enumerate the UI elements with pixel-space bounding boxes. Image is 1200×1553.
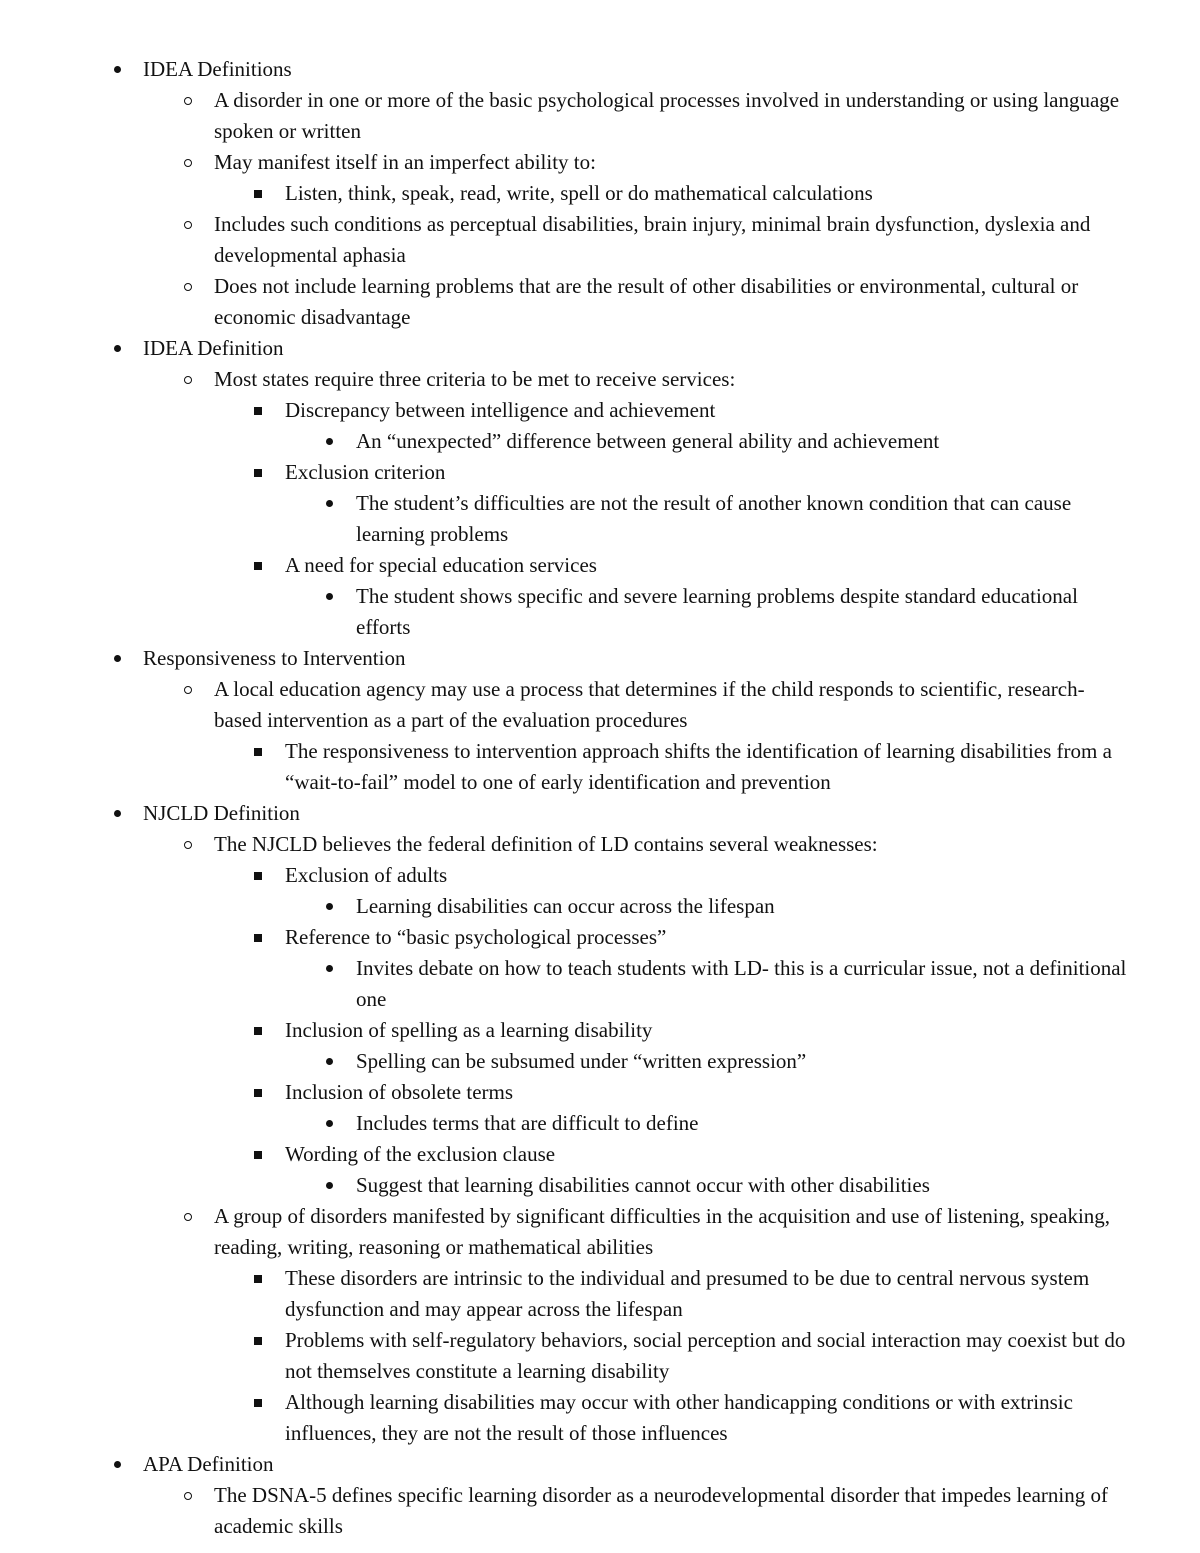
outline-item-level-3 bbox=[0, 1263, 1128, 1325]
bullet-glyph bbox=[326, 1058, 333, 1065]
filled-circle-bullet-icon bbox=[322, 953, 336, 984]
bullet-glyph bbox=[184, 283, 192, 291]
bullet-glyph bbox=[114, 66, 121, 73]
filled-circle-bullet-icon bbox=[322, 1046, 336, 1077]
outline-item-text: A disorder in one or more of the basic psychological processes involved in understanding or using language spoken or written bbox=[214, 88, 1120, 143]
square-bullet-icon bbox=[251, 1139, 265, 1170]
hollow-circle-bullet-icon bbox=[181, 829, 195, 860]
bullet-glyph bbox=[184, 1492, 192, 1500]
bullet-glyph bbox=[254, 1275, 262, 1283]
bullet-glyph bbox=[254, 872, 262, 880]
outline-item-text: Spelling can be subsumed under “written expression” bbox=[356, 1049, 807, 1073]
outline-item-text: Responsiveness to Intervention bbox=[143, 646, 406, 670]
filled-circle-bullet-icon bbox=[110, 54, 124, 85]
bullet-glyph bbox=[254, 1337, 262, 1345]
square-bullet-icon bbox=[251, 736, 265, 767]
outline-item-text: Problems with self-regulatory behaviors, social perception and social interaction may coexist but do not themselves constitute a learning disability bbox=[285, 1328, 1126, 1383]
outline-item-text: These disorders are intrinsic to the individual and presumed to be due to central nervous system dysfunction and may appear across the lifespan bbox=[285, 1266, 1090, 1321]
outline-item-text: Discrepancy between intelligence and achievement bbox=[285, 398, 716, 422]
bulleted-outline bbox=[0, 54, 1200, 1542]
outline-item-text: A group of disorders manifested by significant difficulties in the acquisition and use of listening, speaking, reading, writing, reasoning or mathematical abilities bbox=[214, 1204, 1111, 1259]
outline-item-level-4 bbox=[0, 891, 1128, 922]
bullet-glyph bbox=[114, 655, 121, 662]
outline-item-text: IDEA Definition bbox=[143, 336, 284, 360]
outline-item-text: A need for special education services bbox=[285, 553, 597, 577]
square-bullet-icon bbox=[251, 1325, 265, 1356]
hollow-circle-bullet-icon bbox=[181, 147, 195, 178]
filled-circle-bullet-icon bbox=[322, 1108, 336, 1139]
outline-item-text: Wording of the exclusion clause bbox=[285, 1142, 556, 1166]
outline-item-level-4 bbox=[0, 581, 1128, 643]
hollow-circle-bullet-icon bbox=[181, 271, 195, 302]
filled-circle-bullet-icon bbox=[110, 333, 124, 364]
filled-circle-bullet-icon bbox=[322, 891, 336, 922]
filled-circle-bullet-icon bbox=[322, 488, 336, 519]
outline-item-level-2 bbox=[0, 147, 1128, 178]
hollow-circle-bullet-icon bbox=[181, 209, 195, 240]
square-bullet-icon bbox=[251, 1263, 265, 1294]
bullet-glyph bbox=[254, 748, 262, 756]
outline-item-level-4 bbox=[0, 1170, 1128, 1201]
bullet-glyph bbox=[254, 1089, 262, 1097]
hollow-circle-bullet-icon bbox=[181, 1201, 195, 1232]
bullet-glyph bbox=[114, 345, 121, 352]
bullet-glyph bbox=[254, 1151, 262, 1159]
outline-item-level-3 bbox=[0, 1139, 1128, 1170]
square-bullet-icon bbox=[251, 550, 265, 581]
outline-item-level-2 bbox=[0, 1201, 1128, 1263]
outline-item-level-3 bbox=[0, 922, 1128, 953]
square-bullet-icon bbox=[251, 1387, 265, 1418]
filled-circle-bullet-icon bbox=[322, 426, 336, 457]
outline-item-level-2 bbox=[0, 829, 1128, 860]
outline-item-level-4 bbox=[0, 426, 1128, 457]
hollow-circle-bullet-icon bbox=[181, 364, 195, 395]
outline-item-level-1 bbox=[0, 643, 1128, 674]
outline-item-text: APA Definition bbox=[143, 1452, 274, 1476]
outline-item-text: Reference to “basic psychological processes” bbox=[285, 925, 667, 949]
bullet-glyph bbox=[184, 1213, 192, 1221]
filled-circle-bullet-icon bbox=[110, 798, 124, 829]
outline-item-text: Includes terms that are difficult to define bbox=[356, 1111, 699, 1135]
outline-item-level-3 bbox=[0, 1387, 1128, 1449]
hollow-circle-bullet-icon bbox=[181, 1480, 195, 1511]
hollow-circle-bullet-icon bbox=[181, 674, 195, 705]
bullet-glyph bbox=[326, 1182, 333, 1189]
outline-item-text: Inclusion of obsolete terms bbox=[285, 1080, 514, 1104]
outline-item-level-2 bbox=[0, 85, 1128, 147]
outline-item-level-3 bbox=[0, 1325, 1128, 1387]
outline-item-level-3 bbox=[0, 395, 1128, 426]
outline-item-text: The responsiveness to intervention approach shifts the identification of learning disabilities from a “wait-to-fail” model to one of early identification and prevention bbox=[285, 739, 1112, 794]
bullet-glyph bbox=[254, 562, 262, 570]
outline-item-level-3 bbox=[0, 736, 1128, 798]
outline-item-level-2 bbox=[0, 674, 1128, 736]
outline-item-text: Includes such conditions as perceptual disabilities, brain injury, minimal brain dysfunction, dyslexia and developmental aphasia bbox=[214, 212, 1091, 267]
outline-item-text: Exclusion of adults bbox=[285, 863, 448, 887]
hollow-circle-bullet-icon bbox=[181, 85, 195, 116]
square-bullet-icon bbox=[251, 922, 265, 953]
outline-item-text: May manifest itself in an imperfect ability to: bbox=[214, 150, 596, 174]
outline-item-text: Learning disabilities can occur across the lifespan bbox=[356, 894, 775, 918]
bullet-glyph bbox=[184, 376, 192, 384]
square-bullet-icon bbox=[251, 457, 265, 488]
bullet-glyph bbox=[326, 965, 333, 972]
outline-item-text: The NJCLD believes the federal definition of LD contains several weaknesses: bbox=[214, 832, 878, 856]
outline-item-level-1 bbox=[0, 1449, 1128, 1480]
outline-item-text: Does not include learning problems that are the result of other disabilities or environmental, cultural or economic disadvantage bbox=[214, 274, 1079, 329]
bullet-glyph bbox=[326, 903, 333, 910]
outline-item-text: Most states require three criteria to be met to receive services: bbox=[214, 367, 736, 391]
bullet-glyph bbox=[254, 469, 262, 477]
outline-item-level-4 bbox=[0, 488, 1128, 550]
outline-item-text: Inclusion of spelling as a learning disability bbox=[285, 1018, 653, 1042]
bullet-glyph bbox=[184, 686, 192, 694]
outline-item-level-3 bbox=[0, 1077, 1128, 1108]
bullet-glyph bbox=[326, 593, 333, 600]
bullet-glyph bbox=[184, 97, 192, 105]
square-bullet-icon bbox=[251, 178, 265, 209]
outline-item-level-3 bbox=[0, 860, 1128, 891]
bullet-glyph bbox=[254, 190, 262, 198]
bullet-glyph bbox=[254, 1027, 262, 1035]
bullet-glyph bbox=[326, 1120, 333, 1127]
square-bullet-icon bbox=[251, 860, 265, 891]
outline-item-text: The DSNA-5 defines specific learning disorder as a neurodevelopmental disorder that impedes learning of academic skills bbox=[214, 1483, 1108, 1538]
outline-item-text: A local education agency may use a process that determines if the child responds to scientific, research-based intervention as a part of the evaluation procedures bbox=[214, 677, 1085, 732]
bullet-glyph bbox=[184, 221, 192, 229]
filled-circle-bullet-icon bbox=[322, 581, 336, 612]
outline-item-level-3 bbox=[0, 178, 1128, 209]
outline-item-text: Invites debate on how to teach students with LD- this is a curricular issue, not a definitional one bbox=[356, 956, 1127, 1011]
bullet-glyph bbox=[254, 934, 262, 942]
bullet-glyph bbox=[184, 159, 192, 167]
outline-item-text: An “unexpected” difference between general ability and achievement bbox=[356, 429, 940, 453]
bullet-glyph bbox=[326, 438, 333, 445]
outline-item-level-2 bbox=[0, 209, 1128, 271]
outline-item-level-1 bbox=[0, 798, 1128, 829]
outline-item-level-4 bbox=[0, 1108, 1128, 1139]
outline-item-level-2 bbox=[0, 1480, 1128, 1542]
bullet-glyph bbox=[114, 810, 121, 817]
outline-item-text: Listen, think, speak, read, write, spell or do mathematical calculations bbox=[285, 181, 873, 205]
bullet-glyph bbox=[184, 841, 192, 849]
outline-item-text: Exclusion criterion bbox=[285, 460, 446, 484]
outline-item-text: Although learning disabilities may occur with other handicapping conditions or with extrinsic influences, they are not the result of those influences bbox=[285, 1390, 1073, 1445]
outline-item-level-1 bbox=[0, 54, 1128, 85]
outline-item-text: The student shows specific and severe learning problems despite standard educational efforts bbox=[356, 584, 1078, 639]
outline-item-level-4 bbox=[0, 1046, 1128, 1077]
outline-item-text: IDEA Definitions bbox=[143, 57, 292, 81]
bullet-glyph bbox=[254, 1399, 262, 1407]
outline-item-text: Suggest that learning disabilities cannot occur with other disabilities bbox=[356, 1173, 930, 1197]
outline-item-level-4 bbox=[0, 953, 1128, 1015]
filled-circle-bullet-icon bbox=[110, 643, 124, 674]
outline-item-text: The student’s difficulties are not the result of another known condition that can cause learning problems bbox=[356, 491, 1072, 546]
bullet-glyph bbox=[326, 500, 333, 507]
square-bullet-icon bbox=[251, 395, 265, 426]
outline-item-text: NJCLD Definition bbox=[143, 801, 300, 825]
square-bullet-icon bbox=[251, 1077, 265, 1108]
filled-circle-bullet-icon bbox=[322, 1170, 336, 1201]
bullet-glyph bbox=[114, 1461, 121, 1468]
outline-item-level-3 bbox=[0, 1015, 1128, 1046]
bullet-glyph bbox=[254, 407, 262, 415]
outline-item-level-1 bbox=[0, 333, 1128, 364]
outline-item-level-3 bbox=[0, 550, 1128, 581]
filled-circle-bullet-icon bbox=[110, 1449, 124, 1480]
square-bullet-icon bbox=[251, 1015, 265, 1046]
outline-item-level-3 bbox=[0, 457, 1128, 488]
outline-item-level-2 bbox=[0, 364, 1128, 395]
outline-item-level-2 bbox=[0, 271, 1128, 333]
